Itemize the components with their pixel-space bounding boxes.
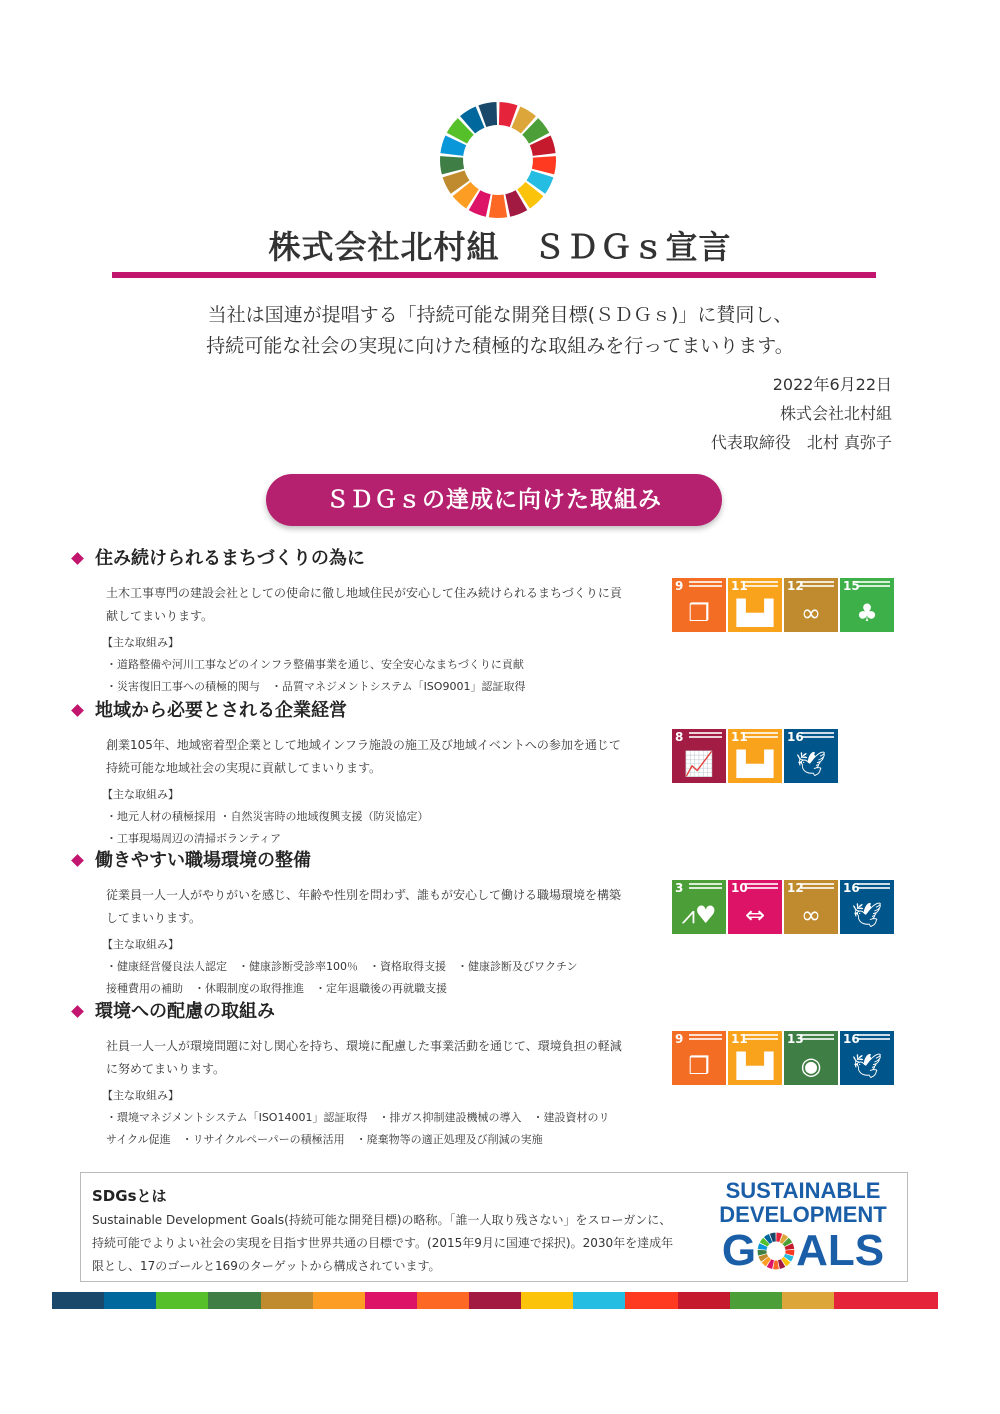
section-4-item: ・環境マネジメントシステム「ISO14001」認証取得 ・排ガス抑制建設機械の導入 ・建設資材のリ bbox=[106, 1111, 610, 1124]
section-3-title-text: 働きやすい職場環境の整備 bbox=[95, 850, 311, 871]
logo-goals-g: G bbox=[721, 1226, 757, 1275]
diamond-bullet-icon bbox=[71, 552, 84, 565]
section-1-desc: 土木工事専門の建設会社としての使命に徹し地域住民が安心して住み続けられるまちづくりに貢献してまいります。 bbox=[106, 586, 622, 623]
logo-goals-als: ALS bbox=[796, 1226, 885, 1275]
strip-segment bbox=[365, 1292, 417, 1309]
section-4-sub: 【主な取組み】 bbox=[102, 1089, 179, 1102]
strip-segment bbox=[573, 1292, 625, 1309]
heartbeat-icon: ⩘♥ bbox=[681, 901, 717, 929]
strip-segment bbox=[886, 1292, 938, 1309]
title-declaration: ＳＤＧｓ宣言 bbox=[533, 228, 732, 266]
section-2-sub: 【主な取組み】 bbox=[102, 788, 179, 801]
intro-text bbox=[0, 300, 1000, 362]
about-sdgs-box bbox=[80, 1172, 908, 1282]
strip-segment bbox=[730, 1292, 782, 1309]
sdg-goal-11-tile bbox=[728, 578, 782, 632]
diamond-bullet-icon bbox=[71, 1005, 84, 1018]
section-3 bbox=[70, 848, 940, 1000]
goal-caption-lines bbox=[801, 1034, 834, 1040]
about-title: SDGsとは bbox=[92, 1187, 167, 1205]
section-1-items bbox=[106, 654, 626, 698]
city-buildings-icon: ▙▟ bbox=[736, 599, 774, 627]
sdg-goal-10-tile bbox=[728, 880, 782, 934]
sdg-wheel-icon bbox=[438, 100, 558, 220]
goal-caption-lines bbox=[745, 732, 778, 738]
strip-segment bbox=[417, 1292, 469, 1309]
goal-caption-lines bbox=[857, 581, 890, 587]
section-4-title bbox=[70, 999, 940, 1025]
goal-number: 11 bbox=[731, 1032, 748, 1046]
strip-segment bbox=[313, 1292, 365, 1309]
wheel-segment bbox=[489, 195, 507, 218]
strip-segment bbox=[104, 1292, 156, 1309]
sdg-goal-16-tile bbox=[840, 1031, 894, 1085]
signature-representative: 代表取締役 北村 真弥子 bbox=[710, 433, 892, 452]
goal-caption-lines bbox=[689, 732, 722, 738]
section-3-item: ・健康経営優良法人認定 ・健康診断受診率100％ ・資格取得支援 ・健康診断及びワクチン bbox=[106, 960, 578, 973]
goal-caption-lines bbox=[745, 581, 778, 587]
logo-line-3 bbox=[713, 1227, 893, 1275]
page-title bbox=[0, 222, 1000, 268]
wheel-segment bbox=[440, 156, 464, 174]
sdg-color-strip bbox=[52, 1292, 938, 1309]
section-4 bbox=[70, 999, 940, 1151]
section-1-title bbox=[70, 546, 940, 572]
section-2 bbox=[70, 698, 940, 850]
city-buildings-icon: ▙▟ bbox=[736, 750, 774, 778]
strip-segment bbox=[469, 1292, 521, 1309]
about-text: Sustainable Development Goals(持続可能な開発目標)の略称。「誰一人取り残さない」をスローガンに、持続可能でよりよい社会の実現を目指す世界共通の目標です。(2015年9月に国連で採択)。2030年を達成年限とし、17のゴールと169のターゲットから構成されています。 bbox=[92, 1213, 674, 1273]
signature-block bbox=[711, 370, 892, 457]
section-2-item: ・地元人材の積極採用 ・自然災害時の地域復興支援（防災協定） bbox=[106, 810, 429, 823]
goal-number: 11 bbox=[731, 730, 748, 744]
goal-number: 8 bbox=[675, 730, 684, 744]
section-1-item: ・災害復旧工事への積極的関与 ・品質マネジメントシステム「ISO9001」認証取得 bbox=[106, 680, 526, 693]
sdg-goal-9-tile bbox=[672, 578, 726, 632]
section-3-sub: 【主な取組み】 bbox=[102, 938, 179, 951]
goal-number: 15 bbox=[843, 579, 860, 593]
goal-caption-lines bbox=[801, 581, 834, 587]
goal-number: 12 bbox=[787, 579, 804, 593]
section-3-title bbox=[70, 848, 940, 874]
diamond-bullet-icon bbox=[71, 704, 84, 717]
goal-number: 16 bbox=[787, 730, 804, 744]
signature-company: 株式会社北村組 bbox=[779, 404, 892, 423]
goal-number: 13 bbox=[787, 1032, 804, 1046]
section-4-title-text: 環境への配慮の取組み bbox=[95, 1001, 275, 1022]
sdg-goal-12-tile bbox=[784, 880, 838, 934]
sdg-goal-9-tile bbox=[672, 1031, 726, 1085]
section-4-desc: 社員一人一人が環境問題に対し関心を持ち、環境に配慮した事業活動を通じて、環境負担の軽減に努めてまいります。 bbox=[106, 1039, 622, 1076]
section-3-desc: 従業員一人一人がやりがいを感じ、年齢や性別を問わず、誰もが安心して働ける職場環境を構築してまいります。 bbox=[106, 888, 622, 925]
strip-segment bbox=[52, 1292, 104, 1309]
goal-number: 10 bbox=[731, 881, 748, 895]
section-3-goal-tiles bbox=[672, 880, 894, 934]
strip-segment bbox=[261, 1292, 313, 1309]
intro-line-1: 当社は国連が提唱する「持続可能な開発目標(ＳＤＧｓ)」に賛同し、 bbox=[207, 304, 793, 326]
intro-line-2: 持続可能な社会の実現に向けた積極的な取組みを行ってまいります。 bbox=[206, 335, 794, 357]
wheel-segment bbox=[532, 156, 556, 174]
sdg-goal-15-tile bbox=[840, 578, 894, 632]
city-buildings-icon: ▙▟ bbox=[736, 1052, 774, 1080]
goal-caption-lines bbox=[745, 883, 778, 889]
logo-line-1: SUSTAINABLE bbox=[725, 1178, 881, 1203]
goal-number: 3 bbox=[675, 881, 684, 895]
goal-caption-lines bbox=[745, 1034, 778, 1040]
growth-chart-icon: 📈 bbox=[684, 750, 714, 778]
title-rule bbox=[112, 272, 876, 278]
section-1-goal-tiles bbox=[672, 578, 894, 632]
infinity-icon: ∞ bbox=[801, 901, 821, 929]
earth-eye-icon: ◉ bbox=[800, 1052, 822, 1080]
sdg-wheel-small-icon bbox=[757, 1232, 795, 1270]
dove-gavel-icon: 🕊 bbox=[795, 750, 827, 778]
sdg-goal-16-tile bbox=[840, 880, 894, 934]
goal-number: 11 bbox=[731, 579, 748, 593]
sdg-goal-13-tile bbox=[784, 1031, 838, 1085]
goal-number: 16 bbox=[843, 881, 860, 895]
section-4-goal-tiles bbox=[672, 1031, 894, 1085]
goal-caption-lines bbox=[689, 1034, 722, 1040]
goal-caption-lines bbox=[857, 1034, 890, 1040]
section-1-sub: 【主な取組み】 bbox=[102, 636, 179, 649]
section-1 bbox=[70, 546, 940, 698]
sdg-goal-11-tile bbox=[728, 729, 782, 783]
sdg-goal-3-tile bbox=[672, 880, 726, 934]
section-1-title-text: 住み続けられるまちづくりの為に bbox=[95, 548, 365, 569]
industry-cubes-icon: ❒ bbox=[688, 599, 710, 627]
section-2-desc: 創業105年、地域密着型企業として地域インフラ施設の施工及び地域イベントへの参加を通じて持続可能な地域社会の実現に貢献してまいります。 bbox=[106, 738, 621, 775]
section-2-items bbox=[106, 806, 626, 850]
signature-date: 2022年6月22日 bbox=[772, 375, 892, 394]
tree-land-icon: ♣ bbox=[856, 599, 878, 627]
strip-segment bbox=[521, 1292, 573, 1309]
title-company: 株式会社北村組 bbox=[268, 228, 500, 266]
goal-number: 9 bbox=[675, 579, 684, 593]
strip-segment bbox=[678, 1292, 730, 1309]
dove-gavel-icon: 🕊 bbox=[851, 1052, 883, 1080]
strip-segment bbox=[782, 1292, 834, 1309]
dove-gavel-icon: 🕊 bbox=[851, 901, 883, 929]
section-2-title-text: 地域から必要とされる企業経営 bbox=[95, 700, 347, 721]
section-1-item: ・道路整備や河川工事などのインフラ整備事業を通じ、安全安心なまちづくりに貢献 bbox=[106, 658, 524, 671]
strip-segment bbox=[625, 1292, 677, 1309]
goal-number: 9 bbox=[675, 1032, 684, 1046]
sdg-logo bbox=[713, 1179, 893, 1275]
section-4-items bbox=[106, 1107, 626, 1151]
goal-number: 16 bbox=[843, 1032, 860, 1046]
section-2-title bbox=[70, 698, 940, 724]
strip-segment bbox=[834, 1292, 886, 1309]
industry-cubes-icon: ❒ bbox=[688, 1052, 710, 1080]
equality-arrows-icon: ⇔ bbox=[744, 901, 766, 929]
section-3-item: 接種費用の補助 ・休暇制度の取得推進 ・定年退職後の再就職支援 bbox=[106, 982, 447, 995]
goal-caption-lines bbox=[801, 883, 834, 889]
strip-segment bbox=[208, 1292, 260, 1309]
sdg-goal-8-tile bbox=[672, 729, 726, 783]
infinity-icon: ∞ bbox=[801, 599, 821, 627]
wheel-segment bbox=[773, 1260, 779, 1269]
goal-caption-lines bbox=[689, 883, 722, 889]
goal-number: 12 bbox=[787, 881, 804, 895]
goal-caption-lines bbox=[857, 883, 890, 889]
sdg-goal-16-tile bbox=[784, 729, 838, 783]
strip-segment bbox=[156, 1292, 208, 1309]
sdg-goal-12-tile bbox=[784, 578, 838, 632]
section-banner: ＳＤＧｓの達成に向けた取組み bbox=[266, 474, 722, 526]
goal-caption-lines bbox=[801, 732, 834, 738]
diamond-bullet-icon bbox=[71, 854, 84, 867]
sdg-goal-11-tile bbox=[728, 1031, 782, 1085]
logo-line-2: DEVELOPMENT bbox=[719, 1202, 887, 1227]
section-4-item: サイクル促進 ・リサイクルペーパーの積極活用 ・廃棄物等の適正処理及び削減の実施 bbox=[106, 1133, 543, 1146]
section-2-item: ・工事現場周辺の清掃ボランティア bbox=[106, 832, 282, 845]
goal-caption-lines bbox=[689, 581, 722, 587]
section-2-goal-tiles bbox=[672, 729, 838, 783]
section-3-items bbox=[106, 956, 626, 1000]
